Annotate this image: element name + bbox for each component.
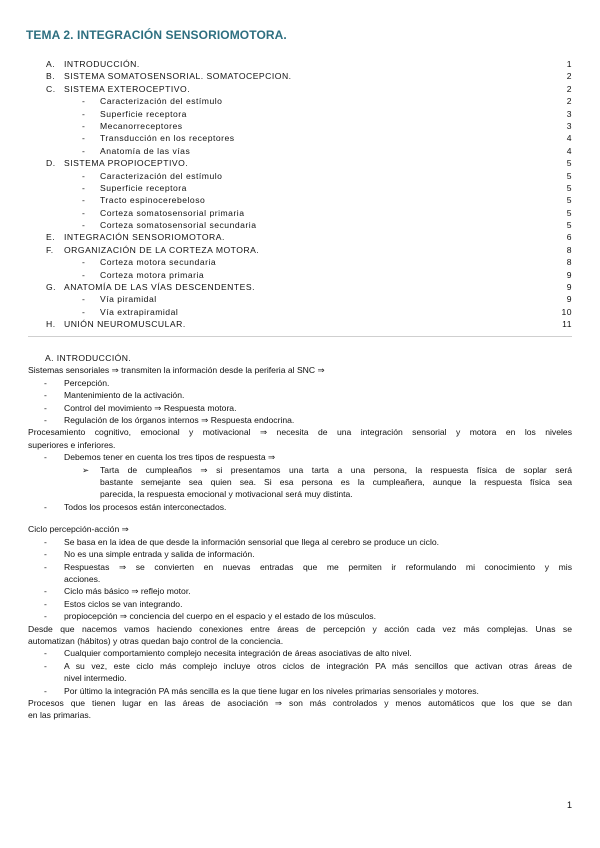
toc-page-number: 11 xyxy=(562,319,572,330)
toc-label: Vía extrapiramidal xyxy=(100,306,179,317)
toc-label: SISTEMA PROPIOCEPTIVO. xyxy=(64,158,189,169)
bullet-dash: - xyxy=(44,648,47,659)
bullet-dash: - xyxy=(44,402,47,413)
arrow-bullet-icon: ➢ xyxy=(82,464,90,475)
toc-entry xyxy=(0,157,600,169)
toc-page-number: 2 xyxy=(566,71,572,82)
toc-label: Superficie receptora xyxy=(100,108,187,119)
toc-entry xyxy=(0,293,600,305)
toc-page-number: 9 xyxy=(566,269,572,280)
bullet-dash: - xyxy=(44,452,47,463)
bullet-dash: - xyxy=(44,415,47,426)
sub-list-item-continuation: bastante semejante sea quien sea. Si esa persona es la cumpleañera, aunque la respuesta física sea xyxy=(100,477,572,488)
toc-entry xyxy=(0,120,600,132)
list-item xyxy=(0,660,600,672)
paragraph-line: Procesos que tienen lugar en las áreas de asociación ⇒ son más controlados y menos automáticos que los que se dan xyxy=(28,697,572,708)
heading-marker: A. xyxy=(45,353,54,363)
toc-page-number: 5 xyxy=(566,207,572,218)
toc-page-number: 4 xyxy=(566,133,572,144)
list-item xyxy=(0,585,600,597)
toc-label: Superficie receptora xyxy=(100,182,187,193)
toc-marker: - xyxy=(82,96,86,107)
toc-entry xyxy=(0,132,600,144)
toc-label: SISTEMA SOMATOSENSORIAL. SOMATOCEPCION. xyxy=(64,71,292,82)
toc-label: ORGANIZACIÓN DE LA CORTEZA MOTORA. xyxy=(64,244,260,255)
list-item xyxy=(0,647,600,659)
toc-page-number: 2 xyxy=(566,96,572,107)
toc-entry xyxy=(0,194,600,206)
list-item xyxy=(0,451,600,463)
bullet-dash: - xyxy=(44,685,47,696)
list-item-continuation: nivel intermedio. xyxy=(64,673,127,684)
document-body xyxy=(0,352,600,722)
list-item xyxy=(0,377,600,389)
list-item-text: propiocepción ⇒ conciencia del cuerpo en el espacio y el estado de los músculos. xyxy=(64,611,376,622)
bullet-dash: - xyxy=(44,611,47,622)
list-item-text: Estos ciclos se van integrando. xyxy=(64,598,183,609)
toc-label: Corteza motora secundaria xyxy=(100,257,217,268)
toc-entry xyxy=(0,219,600,231)
toc-label: INTRODUCCIÓN. xyxy=(64,59,140,69)
toc-page-number: 5 xyxy=(566,170,572,181)
toc-marker: G. xyxy=(46,282,57,293)
list-item-text: Todos los procesos están interconectados. xyxy=(64,501,227,512)
toc-page-number: 5 xyxy=(566,195,572,206)
toc-marker: E. xyxy=(46,232,56,243)
toc-marker: H. xyxy=(46,319,56,330)
list-item-text: Percepción. xyxy=(64,377,110,388)
document-title: TEMA 2. INTEGRACIÓN SENSORIOMOTORA. xyxy=(26,28,287,42)
toc-marker: A. xyxy=(46,59,56,69)
paragraph-line: Desde que nacemos vamos haciendo conexiones entre áreas de percepción y acción cada vez más complejas. Unas se xyxy=(28,623,572,634)
toc-page-number: 5 xyxy=(566,158,572,169)
heading-text: INTRODUCCIÓN. xyxy=(56,353,132,363)
toc-marker: - xyxy=(82,145,86,156)
toc-page-number: 4 xyxy=(566,145,572,156)
toc-entry xyxy=(0,231,600,243)
toc-entry xyxy=(0,108,600,120)
paragraph-line: superiores e inferiores. xyxy=(28,439,116,450)
toc-page-number: 3 xyxy=(566,108,572,119)
toc-entry xyxy=(0,318,600,330)
list-item xyxy=(0,598,600,610)
paragraph-gap xyxy=(0,513,600,523)
toc-marker: - xyxy=(82,269,86,280)
paragraph-line: en las primarias. xyxy=(28,710,92,721)
list-item-text: Regulación de los órganos internos ⇒ Respuesta endocrina. xyxy=(64,415,295,426)
list-item-text: No es una simple entrada y salida de información. xyxy=(64,549,255,560)
list-item-text: Por último la integración PA más sencilla es la que tiene lugar en los niveles primarias sensoriales y motores. xyxy=(64,685,479,696)
bullet-dash: - xyxy=(44,549,47,560)
toc-marker: - xyxy=(82,195,86,206)
list-item xyxy=(0,501,600,513)
bullet-dash: - xyxy=(44,561,47,572)
list-item-text: Respuestas ⇒ se convierten en nuevas entradas que me permiten ir reformulando mi conocimiento y mis xyxy=(64,561,572,572)
table-of-contents xyxy=(0,58,600,331)
bullet-dash: - xyxy=(44,536,47,547)
toc-page-number: 8 xyxy=(566,257,572,268)
toc-marker: - xyxy=(82,306,86,317)
toc-entry xyxy=(0,58,600,70)
toc-label: Corteza somatosensorial primaria xyxy=(100,207,245,218)
paragraph-line: Procesamiento cognitivo, emocional y motivacional ⇒ necesita de una integración sensorial y motora en los niveles xyxy=(28,427,572,438)
list-item xyxy=(0,536,600,548)
toc-marker: F. xyxy=(46,244,54,255)
toc-entry xyxy=(0,281,600,293)
toc-entry xyxy=(0,244,600,256)
toc-entry xyxy=(0,83,600,95)
toc-page-number: 3 xyxy=(566,120,572,131)
toc-entry xyxy=(0,182,600,194)
toc-marker: - xyxy=(82,294,86,305)
list-item xyxy=(0,414,600,426)
toc-page-number: 1 xyxy=(566,59,572,69)
bullet-dash: - xyxy=(44,390,47,401)
toc-entry xyxy=(0,256,600,268)
toc-label: Mecanorreceptores xyxy=(100,120,183,131)
toc-marker: - xyxy=(82,207,86,218)
list-item xyxy=(0,561,600,573)
bullet-dash: - xyxy=(44,660,47,671)
section-heading xyxy=(0,352,600,364)
list-item-text: A su vez, este ciclo más complejo incluye otros ciclos de integración PA más sencillos que activan otras áreas de xyxy=(64,660,572,671)
list-item-continuation: acciones. xyxy=(64,573,101,584)
list-item-text: Cualquier comportamiento complejo necesita integración de áreas asociativas de alto nivel. xyxy=(64,648,412,659)
sub-list-item-text: Tarta de cumpleaños ⇒ si presentamos una tarta a una persona, la respuesta física de soplar será xyxy=(100,464,572,475)
paragraph-line: automatizan (hábitos) y otras quedan bajo control de la conciencia. xyxy=(28,635,284,646)
list-item xyxy=(0,610,600,622)
toc-entry xyxy=(0,170,600,182)
sub-list-item-continuation: parecida, la respuesta emocional y motivacional será muy distinta. xyxy=(100,489,353,500)
list-item xyxy=(0,685,600,697)
toc-page-number: 8 xyxy=(566,244,572,255)
list-item xyxy=(0,548,600,560)
toc-marker: - xyxy=(82,133,86,144)
toc-label: Vía piramidal xyxy=(100,294,157,305)
toc-marker: C. xyxy=(46,83,56,94)
toc-label: Corteza somatosensorial secundaria xyxy=(100,220,257,231)
toc-marker: - xyxy=(82,220,86,231)
toc-label: Caracterización del estímulo xyxy=(100,96,223,107)
toc-page-number: 10 xyxy=(561,306,572,317)
toc-entry xyxy=(0,70,600,82)
toc-label: Caracterización del estímulo xyxy=(100,170,223,181)
section-divider xyxy=(28,336,572,337)
toc-marker: - xyxy=(82,170,86,181)
toc-entry xyxy=(0,269,600,281)
toc-entry xyxy=(0,306,600,318)
list-item-text: Control del movimiento ⇒ Respuesta motora. xyxy=(64,402,237,413)
toc-marker: D. xyxy=(46,158,56,169)
toc-label: Corteza motora primaria xyxy=(100,269,205,280)
bullet-dash: - xyxy=(44,501,47,512)
list-item-text: Se basa en la idea de que desde la información sensorial que llega al cerebro se produce un ciclo. xyxy=(64,536,440,547)
toc-marker: B. xyxy=(46,71,56,82)
toc-marker: - xyxy=(82,182,86,193)
toc-entry xyxy=(0,145,600,157)
bullet-dash: - xyxy=(44,377,47,388)
toc-page-number: 5 xyxy=(566,220,572,231)
toc-page-number: 9 xyxy=(566,294,572,305)
toc-marker: - xyxy=(82,120,86,131)
toc-entry xyxy=(0,207,600,219)
toc-label: INTEGRACIÓN SENSORIOMOTORA. xyxy=(64,232,225,243)
toc-entry xyxy=(0,95,600,107)
sub-list-item xyxy=(0,464,600,476)
toc-page-number: 9 xyxy=(566,282,572,293)
list-item xyxy=(0,402,600,414)
bullet-dash: - xyxy=(44,586,47,597)
toc-page-number: 2 xyxy=(566,83,572,94)
bullet-dash: - xyxy=(44,598,47,609)
toc-label: Tracto espinocerebeloso xyxy=(100,195,206,206)
toc-label: Transducción en los receptores xyxy=(100,133,235,144)
list-item-text: Mantenimiento de la activación. xyxy=(64,390,185,401)
toc-page-number: 6 xyxy=(566,232,572,243)
list-item-text: Ciclo más básico ⇒ reflejo motor. xyxy=(64,586,191,597)
paragraph-line: Sistemas sensoriales ⇒ transmiten la información desde la periferia al SNC ⇒ xyxy=(28,365,325,376)
toc-label: UNIÓN NEUROMUSCULAR. xyxy=(64,319,186,330)
toc-marker: - xyxy=(82,108,86,119)
paragraph-line: Ciclo percepción-acción ⇒ xyxy=(28,524,129,535)
toc-label: SISTEMA EXTEROCEPTIVO. xyxy=(64,83,191,94)
list-item-text: Debemos tener en cuenta los tres tipos de respuesta ⇒ xyxy=(64,452,276,463)
toc-page-number: 5 xyxy=(566,182,572,193)
toc-label: Anatomía de las vías xyxy=(100,145,191,156)
toc-marker: - xyxy=(82,257,86,268)
list-item xyxy=(0,389,600,401)
toc-label: ANATOMÍA DE LAS VÍAS DESCENDENTES. xyxy=(64,282,255,293)
page-number: 1 xyxy=(566,800,572,810)
